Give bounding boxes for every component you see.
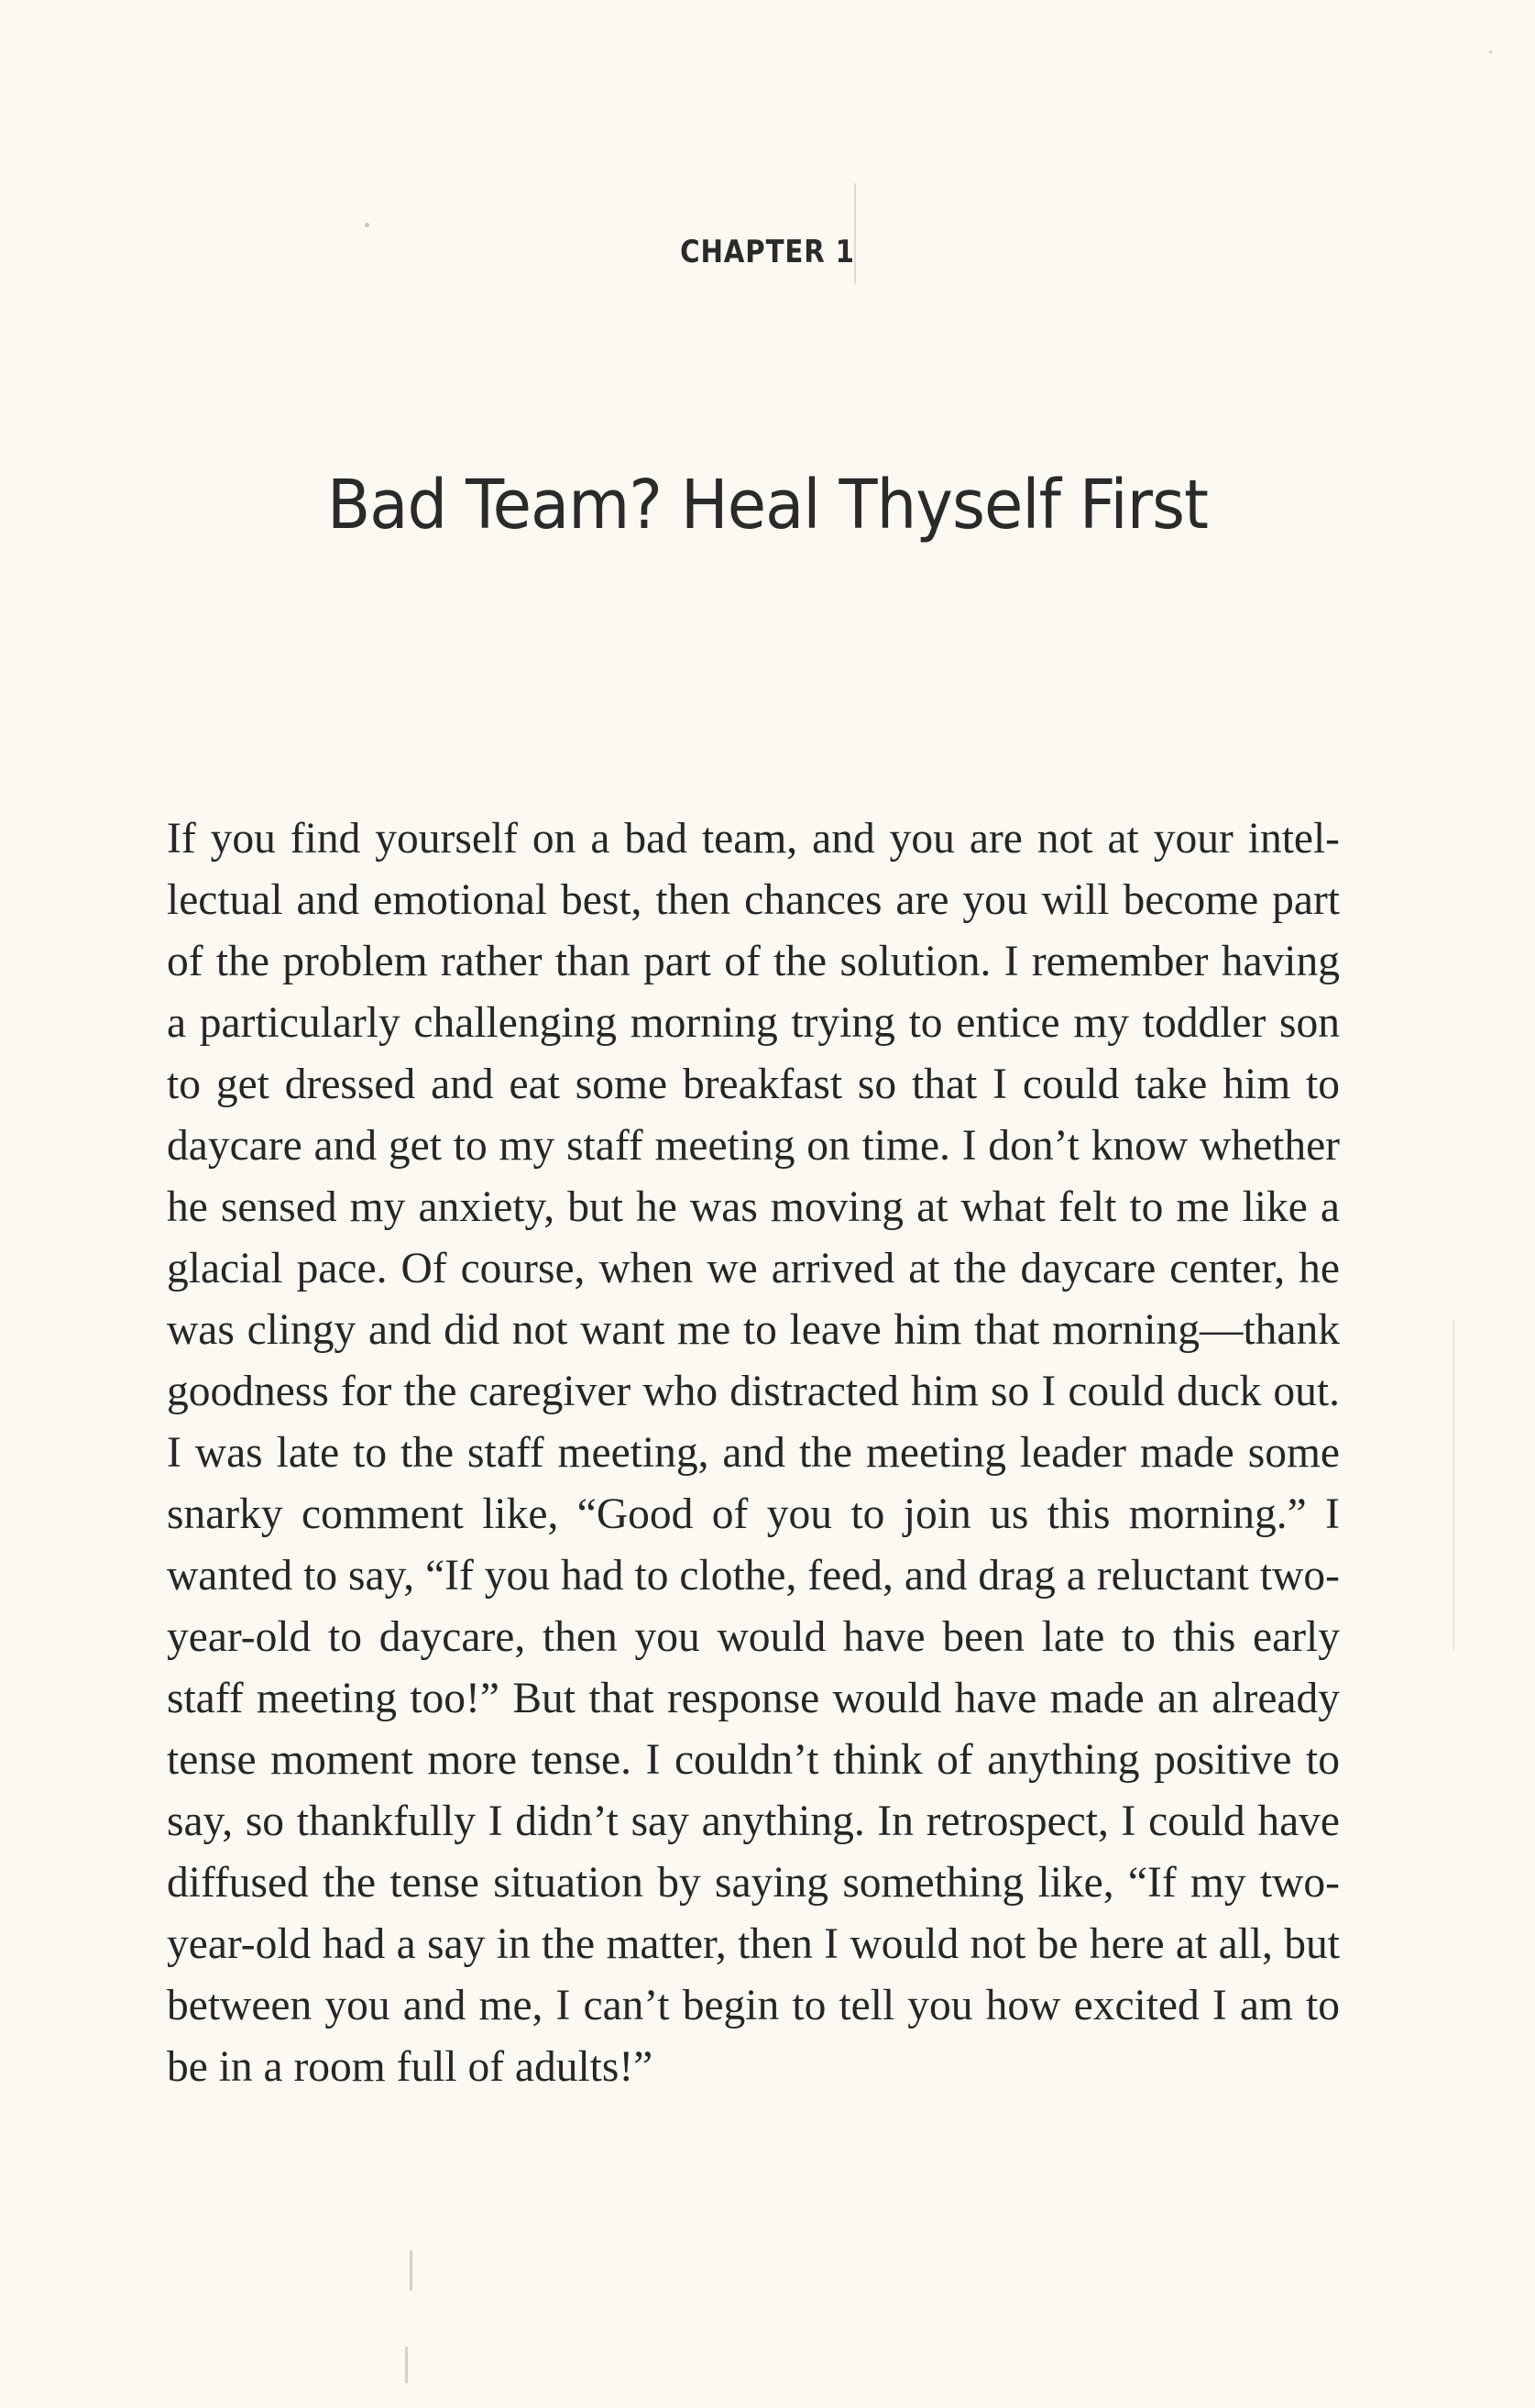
body-paragraph: If you find yourself on a bad team, and you are not at your intellectual and emotional best, then chances are you will become part of the problem rather than part of the solution. I remember having a particularly challenging morning trying to entice my toddler son to get dressed and eat some breakfast so that I could take him to daycare and get to my staff meeting on time. I don’t know whether he sensed my anxiety, but he was moving at what felt to me like a glacial pace. Of course, when we arrived at the daycare center, he was clingy and did not want me to leave him that morning—thank goodness for the caregiver who distracted him so I could duck out. I was late to the staff meeting, and the meeting leader made some snarky comment like, “Good of you to join us this morning.” I wanted to say, “If you had to clothe, feed, and drag a reluctant two-year-old to daycare, then you would have been late to this early staff meeting too!” But that response would have made an already tense moment more tense. I couldn’t think of anything positive to say, so thankfully I didn’t say anything. In retrospect, I could have diffused the tense situation by saying something like, “If my two-year-old had a say in the matter, then I would not be here at all, but between you and me, I can’t begin to tell you how excited I am to be in a room full of adults!” (167, 815, 1340, 2091)
scan-artifact-speck (365, 223, 369, 227)
chapter-number: CHAPTER 1 (680, 234, 855, 270)
chapter-title: Bad Team? Heal Thyself First (326, 466, 1209, 544)
scan-artifact-speck (1489, 50, 1492, 53)
scan-artifact-line (410, 2250, 412, 2291)
scan-artifact-line (1453, 1320, 1454, 1650)
scan-artifact-line (405, 2347, 408, 2383)
